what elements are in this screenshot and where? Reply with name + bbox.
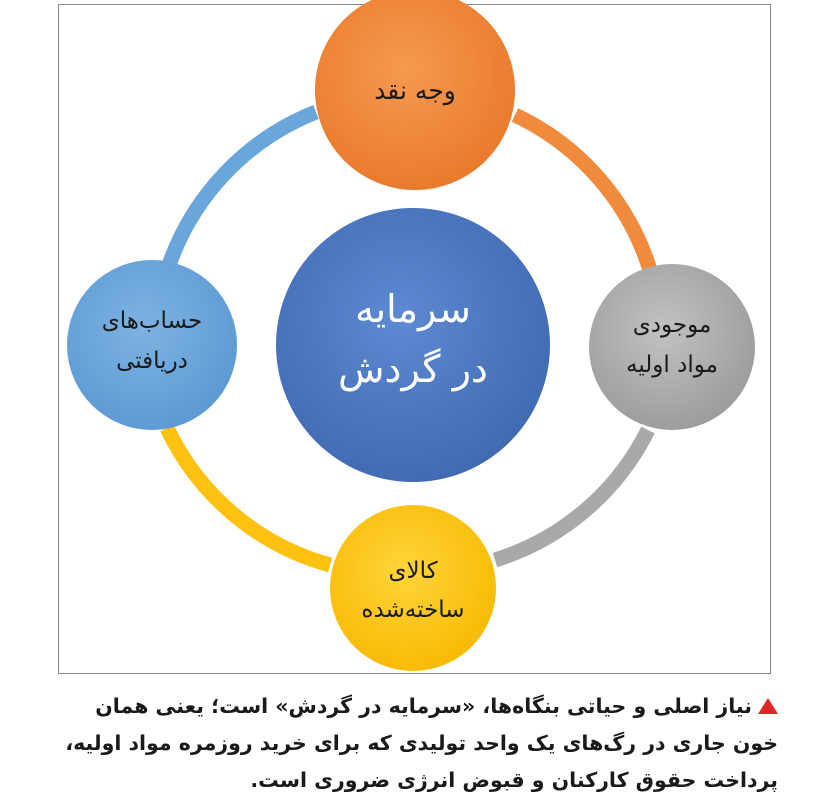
figure-caption <box>48 688 778 799</box>
node-cash-label: وجه نقد <box>374 76 456 105</box>
arc-receivables-to-cash <box>168 112 316 268</box>
center-label-line2: در گردش <box>338 347 488 391</box>
arc-cash-to-raw-materials <box>515 115 650 270</box>
node-finished-goods-label-line2: ساخته‌شده <box>361 597 465 623</box>
node-raw-materials-label-line2: مواد اولیه <box>626 352 718 378</box>
node-finished-goods-label-line1: کالای <box>388 558 438 584</box>
caption-triangle-icon <box>758 698 778 714</box>
arc-finished-goods-to-receivables <box>167 428 330 565</box>
center-label-line1: سرمایه <box>355 287 471 331</box>
center-node-working-capital <box>276 208 550 482</box>
node-receivables-label-line1: حساب‌های <box>101 308 203 334</box>
node-raw-materials-label-line1: موجودی <box>632 312 712 338</box>
arc-raw-materials-to-finished-goods <box>495 430 648 560</box>
node-finished-goods <box>330 505 496 671</box>
node-receivables-label-line2: دریافتی <box>116 348 188 374</box>
caption-text: نیاز اصلی و حیاتی بنگاه‌ها، «سرمایه در گردش» است؛ یعنی همان خون جاری در رگ‌های یک واحد تولیدی که برای خرید روزمره مواد اولیه، پرداخت حقوق کارکنان و قبوض انرژی ضروری است. <box>65 694 778 792</box>
node-receivables <box>67 260 237 430</box>
node-cash <box>315 0 515 190</box>
node-raw-materials <box>589 264 755 430</box>
